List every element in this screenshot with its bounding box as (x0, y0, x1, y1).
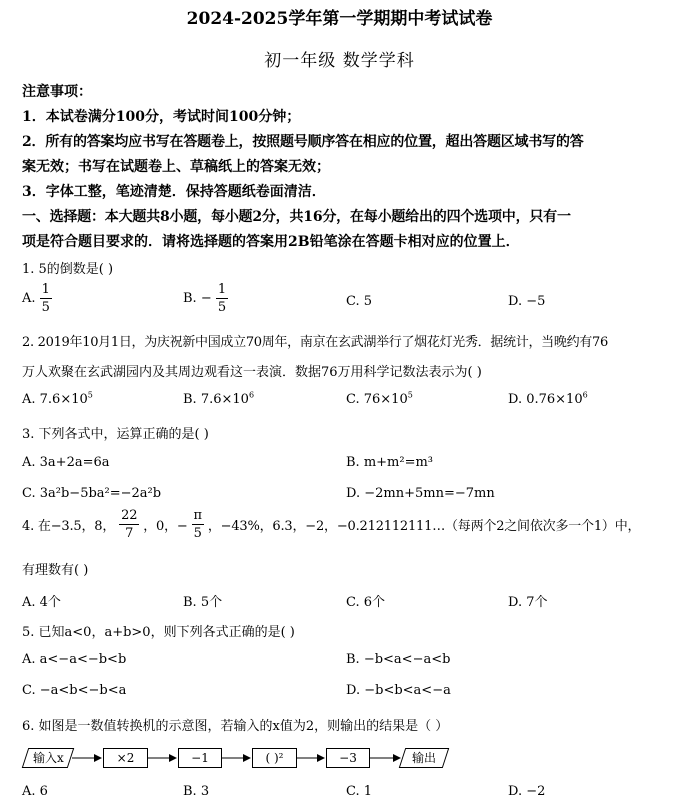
page-subtitle: 初一年级 数学学科 (264, 51, 415, 71)
q4-option-c: C. 6个 (346, 595, 386, 610)
flow-step-times-2: ×2 (103, 748, 148, 768)
section1-line1: 一、选择题：本大题共8小题，每小题2分，共16分，在每小题给出的四个选项中，只有一 (22, 209, 571, 225)
notice-heading: 注意事项： (22, 84, 92, 100)
q1-a-numerator: 1 (41, 282, 50, 297)
q6-option-c: C. 1 (346, 784, 373, 799)
flow-output-label: 输出 (411, 751, 436, 765)
q1-option-a-label: A. (22, 291, 36, 306)
q1-a-denominator: 5 (41, 300, 50, 315)
section1-line2: 项是符合题目要求的．请将选择题的答案用2B铅笔涂在答题卡相对应的位置上． (22, 234, 520, 250)
q4-option-b: B. 5个 (183, 595, 223, 610)
q1-option-b-fraction (216, 283, 228, 314)
q4-fraction-pi-5 (192, 509, 204, 540)
q6-stem: 6. 如图是一数值转换机的示意图，若输入的x值为2，则输出的结果是（ ） (22, 719, 449, 734)
q4-prefix: 4. 在−3.5，8， (22, 519, 116, 534)
q4-frac2-denominator: 5 (193, 526, 202, 541)
q5-option-c: C. −a<b<−b<a (22, 683, 127, 698)
q4-stem-line2: 有理数有( ) (22, 563, 89, 578)
flow-input-box (22, 748, 74, 768)
q2-c-exponent: 5 (407, 390, 413, 400)
q2-d-base: D. 0.76×10 (508, 392, 583, 407)
flow-output-box (399, 748, 449, 768)
q6-option-a: A. 6 (22, 784, 48, 799)
q3-option-c: C. 3a²b−5ba²=−2a²b (22, 486, 162, 501)
q1-b-numerator: 1 (217, 282, 227, 297)
q1-option-b (183, 283, 228, 314)
flow-input-label: 输入x (32, 751, 64, 765)
q5-stem: 5. 已知a<0，a+b>0，则下列各式正确的是( ) (22, 625, 295, 640)
q5-option-d: D. −b<b<a<−a (346, 683, 451, 698)
q1-option-c: C. 5 (346, 294, 373, 309)
q4-option-a: A. 4个 (22, 595, 61, 610)
flow-step-square: ( )² (252, 748, 297, 768)
notice-item-2-line2: 案无效；书写在试题卷上、草稿纸上的答案无效； (22, 159, 330, 175)
q1-option-a-fraction (40, 283, 52, 314)
flow-step-minus-1: −1 (178, 748, 222, 768)
q3-option-b: B. m+m²=m³ (346, 455, 434, 470)
q2-option-a (22, 392, 93, 407)
q3-stem: 3. 下列各式中，运算正确的是( ) (22, 427, 209, 442)
q4-frac1-numerator: 22 (121, 508, 138, 523)
flow-step-minus-3: −3 (326, 748, 370, 768)
q1-option-b-label: B. − (183, 291, 212, 306)
q2-option-c (346, 392, 413, 407)
q4-option-d: D. 7个 (508, 595, 548, 610)
q2-a-exponent: 5 (87, 390, 93, 400)
q4-fraction-22-7 (119, 509, 139, 540)
q3-option-a: A. 3a+2a=6a (22, 455, 110, 470)
q2-b-exponent: 6 (248, 390, 255, 400)
notice-item-1: 1．本试卷满分100分，考试时间100分钟； (22, 109, 301, 125)
q2-stem-line1: 2. 2019年10月1日，为庆祝新中国成立70周年，南京在玄武湖举行了烟花灯光秀．据统计，当晚约有76 (22, 335, 608, 350)
q6-option-b: B. 3 (183, 784, 210, 799)
q1-b-denominator: 5 (217, 300, 227, 315)
q2-option-d (508, 392, 588, 407)
q4-frac2-numerator: π (193, 508, 202, 523)
page-title: 2024-2025学年第一学期期中考试试卷 (186, 9, 493, 29)
notice-item-2-line1: 2．所有的答案均应书写在答题卷上，按照题号顺序答在相应的位置，超出答题区域书写的答 (22, 134, 584, 150)
q1-stem: 1. 5的倒数是( ) (22, 262, 114, 277)
q2-d-exponent: 6 (582, 390, 588, 400)
q1-option-a (22, 283, 52, 314)
q4-frac1-denominator: 7 (125, 526, 134, 541)
notice-item-3: 3．字体工整，笔迹清楚．保持答题纸卷面清洁． (22, 184, 326, 200)
q5-option-b: B. −b<a<−a<b (346, 652, 451, 667)
q2-a-base: A. 7.6×10 (22, 392, 88, 407)
q6-option-d: D. −2 (508, 784, 546, 799)
q1-option-d: D. −5 (508, 294, 546, 309)
q4-stem-line1 (22, 509, 640, 540)
q2-c-base: C. 76×10 (346, 392, 408, 407)
q4-mid: ，0，− (143, 519, 188, 534)
q2-option-b (183, 392, 254, 407)
q2-b-base: B. 7.6×10 (183, 392, 249, 407)
q5-option-a: A. a<−a<−b<b (22, 652, 127, 667)
q4-suffix: ，−43%，6.3，−2，−0.212112111…（每两个2之间依次多一个1）中， (207, 519, 641, 534)
q3-option-d: D. −2mn+5mn=−7mn (346, 486, 495, 501)
q2-stem-line2: 万人欢聚在玄武湖园内及其周边观看这一表演．数据76万用科学记数法表示为( ) (22, 365, 482, 380)
